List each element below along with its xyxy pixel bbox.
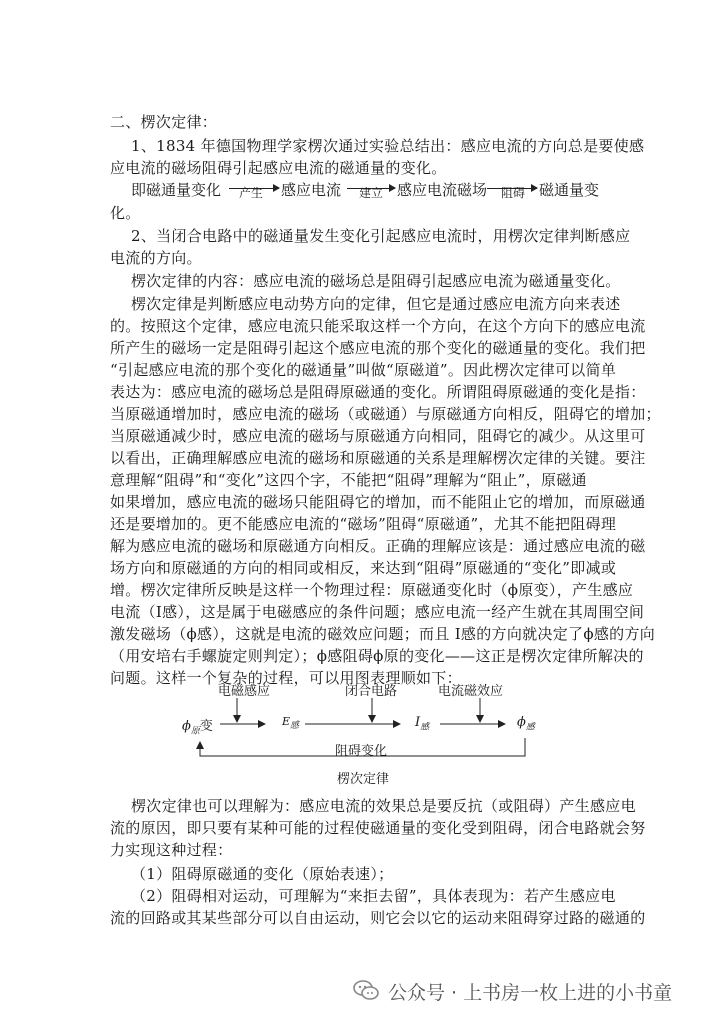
p4-line-3: 所产生的磁场一定是阻碍引起这个感应电流的那个变化的磁通量的变化。我们把 [110, 339, 646, 357]
p4-line-16: 激发磁场（ϕ感），这就是电流的磁效应问题；而且 I感的方向就决定了ϕ感的方向 [110, 625, 656, 643]
flow-tail: 化。 [110, 204, 141, 222]
diagram-caption: 楞次定律 [337, 772, 390, 787]
p4-line-17: （用安培右手螺旋定则判定）；ϕ感阻碍ϕ原的变化——这正是楞次定律所解决的 [110, 647, 644, 665]
flow-item-3: 磁通量变 [539, 181, 600, 199]
p1-line-2: 应电流的磁场阻碍引起感应电流的磁通量的变化。 [110, 159, 447, 177]
flow-arrow-2-label: 建立 [359, 186, 384, 200]
diagram-label-feedback: 阻碍变化 [335, 744, 388, 759]
diagram-label-closed-circuit: 闭合电路 [345, 684, 398, 699]
lenz-law-diagram [160, 680, 580, 790]
p4-line-12: 解为感应电流的磁场和原磁通方向相反。正确的理解应该是：通过感应电流的磁 [110, 537, 646, 555]
p5-line-2: 流的原因，即只要有某种可能的过程使磁通量的变化受到阻碍，闭合电路就会努 [110, 819, 646, 837]
p2-line-1: 2、当闭合电路中的磁通量发生变化引起感应电流时，用楞次定律判断感应 [131, 227, 631, 245]
list-item-2-line-2: 流的回路或其某些部分可以自由运动，则它会以它的运动来阻碍穿过路的磁通的 [110, 909, 646, 927]
list-item-2-line-1: （2）阻碍相对运动，可理解为“来拒去留”，具体表现为：若产生感应电 [131, 887, 616, 905]
p5-line-3: 力实现这种过程： [110, 841, 233, 859]
flow-item-2: 感应电流磁场 [397, 181, 488, 199]
flow-arrow-3-label: 阻碍 [501, 186, 526, 200]
p4-line-11: 还是要增加的。更不能感应电流的“磁场”阻碍“原磁通”，尤其不能把阻碍理 [110, 515, 617, 533]
flow-arrow-2 [347, 186, 395, 200]
p4-line-1: 楞次定律是判断感应电动势方向的定律，但它是通过感应电流方向来表述 [131, 295, 621, 313]
p4-line-7: 当原磁通减少时，感应电流的磁场与原磁通方向相同，阻碍它的减少。从这里可 [110, 427, 646, 445]
p4-line-4: “引起感应电流的那个变化的磁通量”叫做“原磁道”。因此楞次定律可以简单 [110, 361, 617, 379]
flow-item-1: 感应电流 [281, 181, 342, 199]
wechat-icon [352, 978, 380, 1002]
flux-flow-line [131, 176, 611, 200]
p2-line-2: 电流的方向。 [110, 249, 202, 267]
flow-arrow-1 [229, 186, 279, 200]
p5-line-1: 楞次定律也可以理解为：感应电流的效果总是要反抗（或阻碍）产生感应电 [131, 797, 636, 815]
p1-line-1: 1、1834 年德国物理学家楞次通过实验总结出：感应电流的方向总是要使感 [131, 137, 645, 155]
watermark-text: 公众号 · 上书房一枚上进的小书童 [388, 982, 673, 1004]
p4-line-18: 问题。这样一个复杂的过程，可以用图表理顺如下： [110, 669, 462, 687]
p3-line: 楞次定律的内容：感应电流的磁场总是阻碍引起感应电流为磁通量变化。 [131, 272, 621, 290]
p4-line-14: 增。楞次定律所反映是这样一个物理过程：原磁通变化时（ϕ原变），产生感应 [110, 581, 634, 599]
p4-line-13: 场方向和原磁通的方向的相同或相反，来达到“阻碍”原磁通的“变化”即减或 [110, 559, 617, 577]
p4-line-15: 电流（I感），这是属于电磁感应的条件问题；感应电流一经产生就在其周围空间 [110, 603, 645, 621]
diagram-node-phi-original: $\phi_原$变 [182, 719, 213, 737]
diagram-node-current: $I_感$ [415, 715, 430, 733]
p4-line-6: 当原磁通增加时，感应电流的磁场（或磁通）与原磁通方向相反，阻碍它的增加； [110, 405, 661, 423]
flow-arrow-3 [487, 186, 537, 200]
p4-line-10: 如果增加，感应电流的磁场只能阻碍它的增加，而不能阻止它的增加，而原磁通 [110, 493, 646, 511]
p4-line-2: 的。按照这个定律，感应电流只能采取这样一个方向，在这个方向下的感应电流 [110, 317, 646, 335]
p4-line-9: 意理解“阻碍”和“变化”这四个字，不能把“阻碍”理解为“阻止”，原磁通 [110, 471, 587, 489]
flow-arrow-1-label: 产生 [239, 186, 264, 200]
diagram-label-magnetic-effect: 电流磁效应 [438, 684, 504, 699]
diagram-label-em-induction: 电磁感应 [218, 684, 271, 699]
p4-line-5: 表达为：感应电流的磁场总是阻碍原磁通的变化。所谓阻碍原磁通的变化是指： [110, 383, 646, 401]
list-item-1: （1）阻碍原磁通的变化（原始表速）； [131, 865, 394, 883]
section-heading: 二、楞次定律： [110, 113, 218, 131]
diagram-node-phi-induced: $\phi_感$ [517, 715, 535, 733]
diagram-node-emf: $E_感$ [282, 715, 300, 732]
p4-line-8: 以看出，正确理解感应电流的磁场和原磁通的关系是理解楞次定律的关键。要注 [110, 449, 646, 467]
flow-prefix: 即磁通量变化 [131, 181, 222, 199]
